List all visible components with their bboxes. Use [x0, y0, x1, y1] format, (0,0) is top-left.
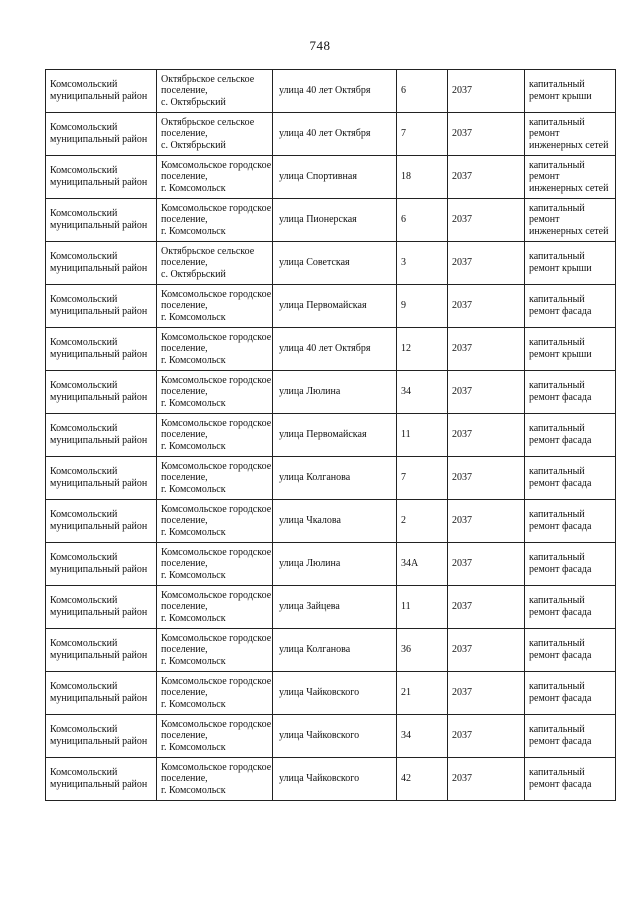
house-number-cell: 9: [397, 285, 448, 328]
street-name: улица Спортивная: [279, 171, 357, 183]
street-cell: [273, 672, 397, 715]
settlement-cell: [157, 414, 273, 457]
table-row: [46, 586, 616, 629]
locality-name: с. Октябрьский: [161, 139, 226, 151]
house-number-cell: 18: [397, 156, 448, 199]
district-cell: Комсомольский муниципальный район: [46, 629, 157, 672]
district-cell: Комсомольский муниципальный район: [46, 199, 157, 242]
house-number-cell: 12: [397, 328, 448, 371]
district-cell: Комсомольский муниципальный район: [46, 758, 157, 801]
locality-name: г. Комсомольск: [161, 182, 226, 194]
year-cell: 2037: [448, 156, 525, 199]
settlement-cell: [157, 586, 273, 629]
house-number-cell: 7: [397, 457, 448, 500]
street-name: улица Чайковского: [279, 773, 360, 785]
district-cell: Комсомольский муниципальный район: [46, 414, 157, 457]
settlement-name: Комсомольское городское поселение,: [161, 460, 272, 484]
work-type-cell: капитальный ремонт фасада: [525, 414, 616, 457]
settlement-cell: [157, 285, 273, 328]
work-type-cell: капитальный ремонт фасада: [525, 715, 616, 758]
work-type-cell: капитальный ремонт фасада: [525, 586, 616, 629]
year-cell: 2037: [448, 758, 525, 801]
year-cell: 2037: [448, 629, 525, 672]
table-row: [46, 285, 616, 328]
year-cell: 2037: [448, 672, 525, 715]
table-row: [46, 457, 616, 500]
district-cell: Комсомольский муниципальный район: [46, 285, 157, 328]
locality-name: г. Комсомольск: [161, 440, 226, 452]
settlement-name: Комсомольское городское поселение,: [161, 589, 272, 613]
street-cell: [273, 156, 397, 199]
page-number: 748: [309, 38, 331, 53]
district-cell: Комсомольский муниципальный район: [46, 156, 157, 199]
locality-name: с. Октябрьский: [161, 96, 226, 108]
house-number-cell: 2: [397, 500, 448, 543]
district-cell: Комсомольский муниципальный район: [46, 543, 157, 586]
settlement-cell: [157, 758, 273, 801]
street-name: улица Чайковского: [279, 687, 360, 699]
table-row: [46, 500, 616, 543]
street-name: улица 40 лет Октября: [279, 85, 371, 97]
table-row: [46, 629, 616, 672]
settlement-name: Комсомольское городское поселение,: [161, 675, 272, 699]
locality-name: г. Комсомольск: [161, 698, 226, 710]
table-row: [46, 70, 616, 113]
street-cell: [273, 285, 397, 328]
year-cell: 2037: [448, 715, 525, 758]
settlement-cell: [157, 629, 273, 672]
settlement-cell: [157, 715, 273, 758]
settlement-name: Комсомольское городское поселение,: [161, 331, 272, 355]
locality-name: г. Комсомольск: [161, 569, 226, 581]
street-name: улица Советская: [279, 257, 350, 269]
settlement-name: Комсомольское городское поселение,: [161, 374, 272, 398]
locality-name: г. Комсомольск: [161, 741, 226, 753]
settlement-cell: [157, 328, 273, 371]
street-cell: [273, 457, 397, 500]
housing-repair-table: [45, 69, 616, 801]
street-name: улица Зайцева: [279, 601, 340, 613]
street-cell: [273, 328, 397, 371]
table-row: [46, 156, 616, 199]
street-cell: [273, 371, 397, 414]
table-body: [46, 70, 616, 801]
work-type-cell: капитальный ремонт фасада: [525, 543, 616, 586]
district-cell: Комсомольский муниципальный район: [46, 113, 157, 156]
settlement-name: Октябрьское сельское поселение,: [161, 116, 255, 140]
year-cell: 2037: [448, 285, 525, 328]
locality-name: г. Комсомольск: [161, 354, 226, 366]
street-name: улица Люлина: [279, 558, 341, 570]
locality-name: г. Комсомольск: [161, 526, 226, 538]
street-name: улица Люлина: [279, 386, 341, 398]
street-name: улица Чайковского: [279, 730, 360, 742]
year-cell: 2037: [448, 70, 525, 113]
settlement-cell: [157, 457, 273, 500]
district-cell: Комсомольский муниципальный район: [46, 242, 157, 285]
street-name: улица 40 лет Октября: [279, 128, 371, 140]
table-row: [46, 715, 616, 758]
settlement-name: Комсомольское городское поселение,: [161, 761, 272, 785]
district-cell: Комсомольский муниципальный район: [46, 672, 157, 715]
table-row: [46, 242, 616, 285]
street-cell: [273, 113, 397, 156]
settlement-name: Комсомольское городское поселение,: [161, 718, 272, 742]
work-type-cell: капитальный ремонт фасада: [525, 629, 616, 672]
district-cell: Комсомольский муниципальный район: [46, 70, 157, 113]
settlement-cell: [157, 156, 273, 199]
house-number-cell: 6: [397, 199, 448, 242]
year-cell: 2037: [448, 199, 525, 242]
street-cell: [273, 199, 397, 242]
locality-name: с. Октябрьский: [161, 268, 226, 280]
work-type-cell: капитальный ремонт крыши: [525, 242, 616, 285]
work-type-cell: капитальный ремонт инженерных сетей: [525, 156, 616, 199]
street-cell: [273, 500, 397, 543]
locality-name: г. Комсомольск: [161, 784, 226, 796]
year-cell: 2037: [448, 457, 525, 500]
table-row: [46, 758, 616, 801]
settlement-cell: [157, 70, 273, 113]
house-number-cell: 36: [397, 629, 448, 672]
house-number-cell: 42: [397, 758, 448, 801]
settlement-name: Комсомольское городское поселение,: [161, 288, 272, 312]
street-name: улица 40 лет Октября: [279, 343, 371, 355]
locality-name: г. Комсомольск: [161, 397, 226, 409]
house-number-cell: 34: [397, 715, 448, 758]
work-type-cell: капитальный ремонт крыши: [525, 70, 616, 113]
settlement-cell: [157, 672, 273, 715]
district-cell: Комсомольский муниципальный район: [46, 371, 157, 414]
year-cell: 2037: [448, 328, 525, 371]
locality-name: г. Комсомольск: [161, 311, 226, 323]
table-row: [46, 371, 616, 414]
street-name: улица Первомайская: [279, 300, 367, 312]
settlement-cell: [157, 371, 273, 414]
work-type-cell: капитальный ремонт фасада: [525, 500, 616, 543]
table-row: [46, 328, 616, 371]
district-cell: Комсомольский муниципальный район: [46, 500, 157, 543]
house-number-cell: 11: [397, 414, 448, 457]
settlement-name: Комсомольское городское поселение,: [161, 159, 272, 183]
street-cell: [273, 543, 397, 586]
house-number-cell: 21: [397, 672, 448, 715]
street-cell: [273, 586, 397, 629]
street-cell: [273, 715, 397, 758]
street-name: улица Колганова: [279, 472, 351, 484]
street-cell: [273, 414, 397, 457]
table-row: [46, 414, 616, 457]
house-number-cell: 3: [397, 242, 448, 285]
work-type-cell: капитальный ремонт инженерных сетей: [525, 199, 616, 242]
district-cell: Комсомольский муниципальный район: [46, 715, 157, 758]
settlement-name: Комсомольское городское поселение,: [161, 202, 272, 226]
district-cell: Комсомольский муниципальный район: [46, 328, 157, 371]
settlement-name: Комсомольское городское поселение,: [161, 417, 272, 441]
locality-name: г. Комсомольск: [161, 483, 226, 495]
table-row: [46, 543, 616, 586]
street-cell: [273, 242, 397, 285]
work-type-cell: капитальный ремонт фасада: [525, 758, 616, 801]
settlement-name: Октябрьское сельское поселение,: [161, 245, 255, 269]
table-row: [46, 199, 616, 242]
year-cell: 2037: [448, 414, 525, 457]
settlement-name: Комсомольское городское поселение,: [161, 546, 272, 570]
work-type-cell: капитальный ремонт крыши: [525, 328, 616, 371]
year-cell: 2037: [448, 586, 525, 629]
settlement-cell: [157, 543, 273, 586]
year-cell: 2037: [448, 500, 525, 543]
settlement-name: Октябрьское сельское поселение,: [161, 73, 255, 97]
work-type-cell: капитальный ремонт фасада: [525, 371, 616, 414]
settlement-name: Комсомольское городское поселение,: [161, 632, 272, 656]
settlement-cell: [157, 199, 273, 242]
district-cell: Комсомольский муниципальный район: [46, 457, 157, 500]
house-number-cell: 34А: [397, 543, 448, 586]
work-type-cell: капитальный ремонт фасада: [525, 285, 616, 328]
street-cell: [273, 70, 397, 113]
year-cell: 2037: [448, 242, 525, 285]
street-name: улица Первомайская: [279, 429, 367, 441]
locality-name: г. Комсомольск: [161, 225, 226, 237]
year-cell: 2037: [448, 113, 525, 156]
settlement-cell: [157, 500, 273, 543]
house-number-cell: 34: [397, 371, 448, 414]
street-name: улица Пионерская: [279, 214, 357, 226]
work-type-cell: капитальный ремонт фасада: [525, 457, 616, 500]
work-type-cell: капитальный ремонт фасада: [525, 672, 616, 715]
work-type-cell: капитальный ремонт инженерных сетей: [525, 113, 616, 156]
year-cell: 2037: [448, 371, 525, 414]
year-cell: 2037: [448, 543, 525, 586]
table-row: [46, 672, 616, 715]
street-cell: [273, 758, 397, 801]
settlement-cell: [157, 242, 273, 285]
settlement-cell: [157, 113, 273, 156]
house-number-cell: 11: [397, 586, 448, 629]
house-number-cell: 6: [397, 70, 448, 113]
table-row: [46, 113, 616, 156]
locality-name: г. Комсомольск: [161, 612, 226, 624]
house-number-cell: 7: [397, 113, 448, 156]
street-name: улица Колганова: [279, 644, 351, 656]
district-cell: Комсомольский муниципальный район: [46, 586, 157, 629]
settlement-name: Комсомольское городское поселение,: [161, 503, 272, 527]
street-name: улица Чкалова: [279, 515, 341, 527]
street-cell: [273, 629, 397, 672]
locality-name: г. Комсомольск: [161, 655, 226, 667]
